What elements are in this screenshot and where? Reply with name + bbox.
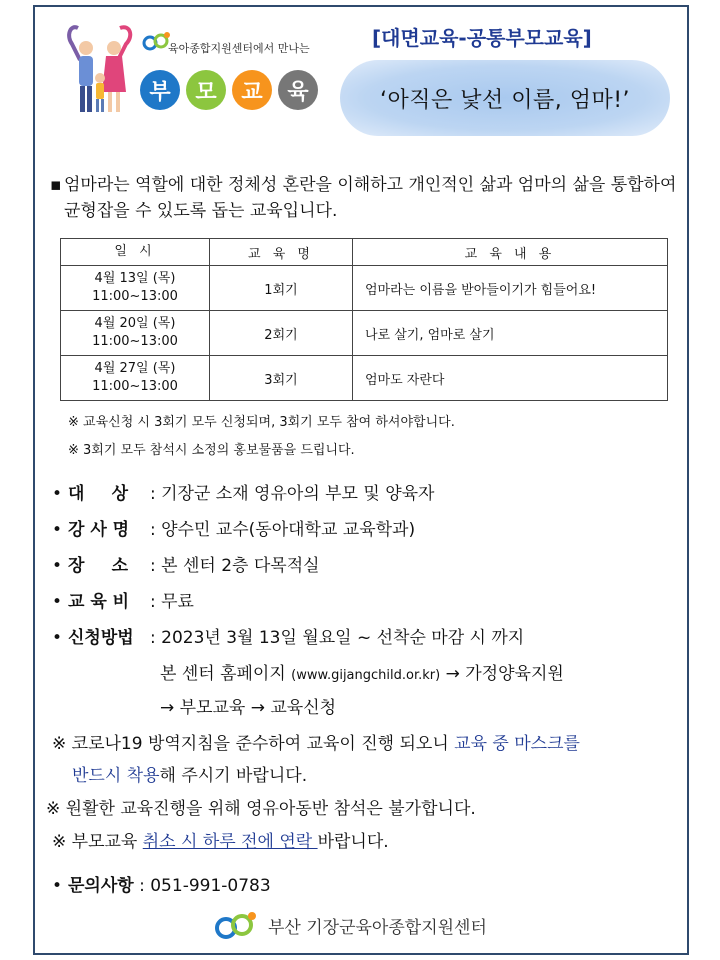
warning-mask-a: ※ 코로나19 방역지침을 준수하여 교육이 진행 되오니 xyxy=(52,734,455,754)
info-instructor xyxy=(52,515,415,540)
row-time: 11:00~13:00 xyxy=(92,379,178,394)
homepage-url: (www.gijangchild.or.kr) xyxy=(291,668,441,683)
place-value: : 본 센터 2층 다목적실 xyxy=(150,556,320,576)
row-date: 4월 13일 (목) xyxy=(94,271,176,286)
table-row xyxy=(61,311,668,356)
brand-char-2: 모 xyxy=(186,70,226,110)
footer xyxy=(214,910,487,940)
row-time: 11:00~13:00 xyxy=(92,289,178,304)
brand-char-4: 육 xyxy=(278,70,318,110)
row-session: 3회기 xyxy=(210,356,353,401)
info-contact xyxy=(52,871,271,896)
contact-value: : 051-991-0783 xyxy=(139,876,271,896)
bullet-icon: • xyxy=(52,556,63,576)
note-register-all: ※ 교육신청 시 3회기 모두 신청되며, 3회기 모두 참여 하셔야합니다. xyxy=(68,415,455,430)
apply-line-2 xyxy=(160,659,564,684)
row-content: 나로 살기, 엄마로 살기 xyxy=(353,311,668,356)
top-title: [대면교육-공통부모교육] xyxy=(372,26,592,50)
fee-value: : 무료 xyxy=(150,592,194,612)
footer-text: 부산 기장군육아종합지원센터 xyxy=(268,917,487,938)
warning-cancel-c: 바랍니다. xyxy=(317,832,389,852)
warning-mask xyxy=(52,729,580,754)
row-datetime xyxy=(61,356,210,401)
info-apply xyxy=(52,623,524,648)
table-row xyxy=(61,266,668,311)
apply-menu-1: → 가정양육지원 xyxy=(445,664,564,684)
warning-mask-cont xyxy=(72,761,307,786)
warning-cancel xyxy=(52,827,389,852)
header-subtitle: 육아종합지원센터에서 만나는 xyxy=(168,42,310,55)
info-target xyxy=(52,479,434,504)
place-label xyxy=(68,551,128,576)
row-date: 4월 27일 (목) xyxy=(94,361,176,376)
row-datetime xyxy=(61,311,210,356)
row-session: 2회기 xyxy=(210,311,353,356)
note-gift: ※ 3회기 모두 참석시 소정의 홍보물품을 드립니다. xyxy=(68,443,355,458)
center-logo-icon xyxy=(214,910,260,940)
warning-cancel-a: ※ 부모교육 xyxy=(52,832,143,852)
bullet-icon: • xyxy=(52,592,63,612)
banner-title: ‘아직은 낯선 이름, 엄마!’ xyxy=(379,87,631,113)
schedule-table xyxy=(60,238,668,401)
warning-no-children: ※ 원활한 교육진행을 위해 영유아동반 참석은 불가합니다. xyxy=(46,799,476,819)
square-bullet-icon: ▪ xyxy=(50,175,62,195)
apply-homepage: 본 센터 홈페이지 xyxy=(160,664,286,684)
family-illustration xyxy=(64,20,136,120)
apply-label: 신청방법 xyxy=(68,628,134,648)
row-datetime xyxy=(61,266,210,311)
info-place xyxy=(52,551,320,576)
contact-label: 문의사항 xyxy=(68,876,134,896)
warning-cancel-b: 취소 시 하루 전에 연락 xyxy=(142,832,318,852)
warning-mask-b: 교육 중 마스크를 xyxy=(454,734,580,754)
warning-mask-c: 반드시 착용 xyxy=(72,766,160,786)
row-content: 엄마도 자란다 xyxy=(353,356,668,401)
place-label-a: 장 xyxy=(68,556,85,576)
apply-value: : 2023년 3월 13일 월요일 ~ 선착순 마감 시 까지 xyxy=(150,628,525,648)
target-value: : 기장군 소재 영유아의 부모 및 양육자 xyxy=(150,484,435,504)
table-header-row xyxy=(61,239,668,266)
row-time: 11:00~13:00 xyxy=(92,334,178,349)
place-label-b: 소 xyxy=(111,556,128,576)
title-banner xyxy=(340,60,670,136)
table-row xyxy=(61,356,668,401)
bullet-icon: • xyxy=(52,876,63,896)
header-datetime: 일 시 xyxy=(61,239,210,266)
row-date: 4월 20일 (목) xyxy=(94,316,176,331)
brand-circles xyxy=(140,70,318,110)
header-session: 교 육 명 xyxy=(210,239,353,266)
brand-char-3: 교 xyxy=(232,70,272,110)
info-fee xyxy=(52,587,194,612)
bullet-icon: • xyxy=(52,484,63,504)
target-label-a: 대 xyxy=(68,484,85,504)
intro-paragraph xyxy=(50,172,690,224)
fee-label: 교 육 비 xyxy=(68,592,130,612)
row-session: 1회기 xyxy=(210,266,353,311)
target-label xyxy=(68,479,128,504)
row-content: 엄마라는 이름을 받아들이기가 힘들어요! xyxy=(353,266,668,311)
warning-mask-d: 해 주시기 바랍니다. xyxy=(159,766,308,786)
instructor-label: 강 사 명 xyxy=(68,520,130,540)
intro-text: 엄마라는 역할에 대한 정체성 혼란을 이해하고 개인적인 삶과 엄마의 삶을 통합하여 균형잡을 수 있도록 돕는 교육입니다. xyxy=(64,175,677,221)
apply-line-3: → 부모교육 → 교육신청 xyxy=(160,698,337,718)
bullet-icon: • xyxy=(52,628,63,648)
target-label-b: 상 xyxy=(111,484,128,504)
header-content: 교 육 내 용 xyxy=(353,239,668,266)
brand-char-1: 부 xyxy=(140,70,180,110)
bullet-icon: • xyxy=(52,520,63,540)
instructor-value: : 양수민 교수(동아대학교 교육학과) xyxy=(150,520,416,540)
